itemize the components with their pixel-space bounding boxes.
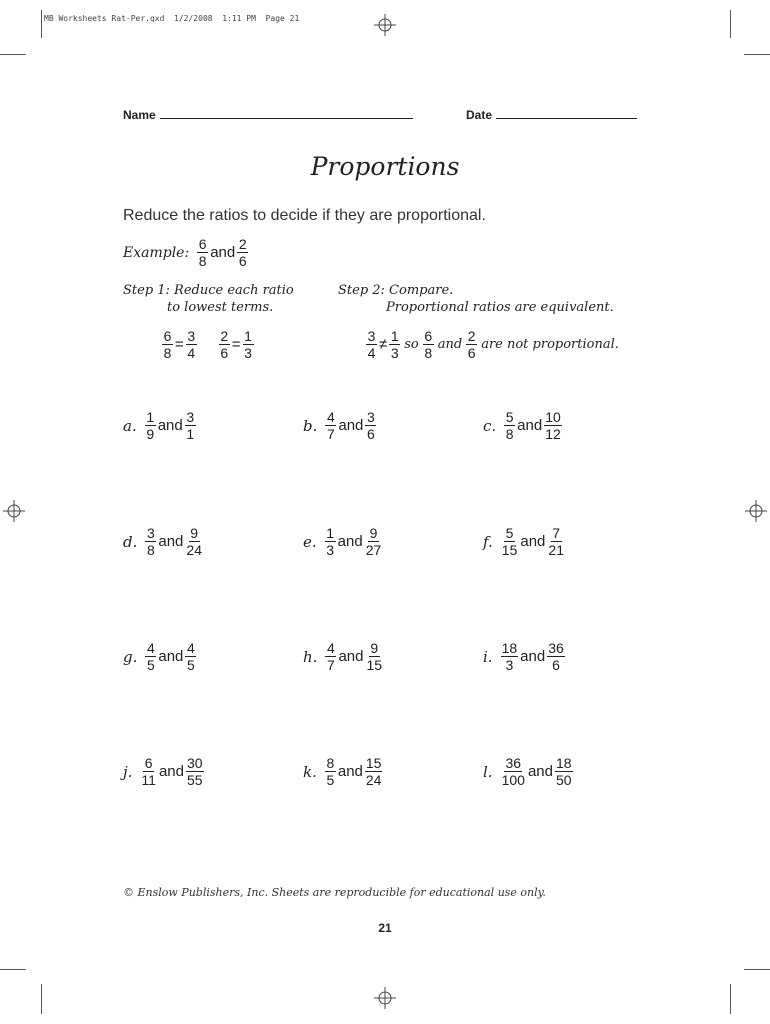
denominator: 1 — [186, 426, 195, 442]
step-1-reduced-2 — [243, 329, 254, 360]
example-label: Example: — [123, 244, 190, 261]
problem-label: f. — [483, 532, 493, 551]
denominator: 7 — [326, 426, 335, 442]
step-1-line-2: to lowest terms. — [167, 300, 274, 315]
numerator: 36 — [548, 640, 564, 656]
problem-label: h. — [303, 647, 318, 666]
denominator: 21 — [548, 542, 564, 558]
numerator: 5 — [505, 409, 514, 425]
denominator: 55 — [187, 772, 203, 788]
numerator: 1 — [244, 328, 252, 344]
problem-ratio-a — [504, 410, 515, 441]
crop-mark — [730, 10, 731, 38]
problem-item — [483, 641, 567, 672]
crop-mark — [744, 969, 770, 970]
problem-item — [123, 410, 198, 441]
problem-ratio-a — [325, 526, 336, 557]
denominator: 6 — [367, 426, 375, 442]
numerator: 18 — [501, 640, 518, 656]
denominator: 3 — [505, 657, 514, 673]
problem-item — [123, 641, 198, 672]
problem-ratio-b — [555, 756, 573, 787]
problem-ratio-a — [145, 641, 156, 672]
denominator: 15 — [366, 657, 383, 673]
problem-label: i. — [483, 647, 493, 666]
step-1-ratio-1 — [162, 329, 173, 360]
denominator: 8 — [146, 542, 155, 558]
numerator: 4 — [326, 409, 335, 425]
numerator: 2 — [467, 328, 476, 344]
example-ratio-1 — [197, 237, 208, 268]
registration-mark-icon — [374, 987, 396, 1009]
problem-ratio-a — [145, 526, 156, 557]
numerator: 3 — [186, 409, 195, 425]
step-2-compare-b — [389, 329, 400, 360]
problem-connector: and — [157, 417, 183, 434]
numerator: 6 — [198, 236, 207, 252]
step-1-work — [160, 329, 256, 360]
problem-label: c. — [483, 416, 497, 435]
numerator: 6 — [163, 328, 172, 344]
numerator: 2 — [220, 328, 229, 344]
page-title: Proportions — [310, 152, 460, 181]
step-1-ratio-2 — [219, 329, 230, 360]
numerator: 15 — [365, 755, 382, 771]
step-2-original-b — [466, 329, 477, 360]
problem-label: l. — [483, 762, 493, 781]
problem-item — [483, 410, 564, 441]
denominator: 24 — [186, 542, 202, 558]
example-ratio-2 — [237, 237, 248, 268]
name-blank[interactable] — [160, 108, 413, 119]
numerator: 3 — [146, 525, 155, 541]
problem-ratio-a — [325, 756, 336, 787]
step-2-original-a — [423, 329, 434, 360]
denominator: 6 — [220, 345, 229, 361]
denominator: 7 — [327, 657, 335, 673]
problem-ratio-a — [325, 410, 336, 441]
step-2-line-1: Step 2: Compare. — [338, 283, 454, 298]
numerator: 4 — [187, 640, 195, 656]
problem-ratio-b — [186, 756, 204, 787]
instructions: Reduce the ratios to decide if they are proportional. — [123, 207, 486, 224]
denominator: 4 — [187, 345, 196, 361]
denominator: 50 — [555, 772, 572, 788]
problem-item — [123, 756, 206, 787]
problem-connector: and — [158, 763, 184, 780]
problem-connector: and — [520, 533, 546, 550]
problem-connector: and — [158, 648, 184, 665]
problem-item — [303, 756, 384, 787]
problem-label: k. — [303, 762, 317, 781]
numerator: 36 — [505, 755, 522, 771]
problem-item — [123, 526, 205, 557]
problem-ratio-b — [547, 526, 565, 557]
conclusion-text: are not proportional. — [481, 337, 619, 352]
problem-connector: and — [517, 417, 543, 434]
problem-ratio-a — [145, 410, 156, 441]
denominator: 3 — [244, 345, 252, 361]
problem-item — [303, 526, 384, 557]
so-word: so — [404, 337, 419, 352]
problem-ratio-a — [501, 756, 526, 787]
step-2-heading — [338, 282, 614, 316]
problem-connector: and — [337, 763, 363, 780]
numerator: 3 — [367, 409, 375, 425]
denominator: 5 — [326, 772, 335, 788]
denominator: 4 — [367, 345, 376, 361]
numerator: 6 — [144, 755, 153, 771]
example-connector: and — [210, 244, 236, 261]
crop-mark — [730, 984, 731, 1014]
problem-connector: and — [338, 648, 364, 665]
problem-ratio-a — [501, 526, 519, 557]
problem-item — [483, 526, 567, 557]
problem-connector: and — [337, 533, 363, 550]
date-label: Date — [466, 108, 493, 122]
numerator: 9 — [190, 525, 199, 541]
problem-item — [303, 410, 378, 441]
step-1-heading — [123, 282, 294, 316]
denominator: 100 — [501, 772, 525, 788]
copyright-note: © Enslow Publishers, Inc. Sheets are reproducible for educational use only. — [123, 886, 546, 899]
crop-mark — [0, 54, 26, 55]
denominator: 12 — [545, 426, 561, 442]
problem-ratio-b — [185, 641, 196, 672]
denominator: 6 — [467, 345, 476, 361]
denominator: 6 — [238, 253, 247, 269]
problem-label: g. — [123, 647, 138, 666]
numerator: 1 — [146, 409, 155, 425]
name-label: Name — [123, 108, 156, 122]
numerator: 2 — [238, 236, 247, 252]
problem-ratio-b — [185, 526, 203, 557]
step-2-line-2: Proportional ratios are equivalent. — [386, 300, 614, 315]
equals-sign: = — [175, 336, 184, 353]
numerator: 3 — [187, 328, 196, 344]
file-slug: MB Worksheets Rat-Per.qxd 1/2/2008 1:11 PM Page 21 — [44, 14, 300, 23]
problem-connector: and — [158, 533, 184, 550]
denominator: 15 — [501, 542, 518, 558]
numerator: 1 — [326, 525, 335, 541]
denominator: 3 — [390, 345, 399, 361]
problem-ratio-b — [365, 756, 383, 787]
problem-connector: and — [527, 763, 553, 780]
example-row — [123, 237, 250, 268]
numerator: 3 — [367, 328, 376, 344]
denominator: 24 — [365, 772, 382, 788]
denominator: 8 — [198, 253, 207, 269]
problem-label: j. — [123, 762, 133, 781]
problem-label: d. — [123, 532, 138, 551]
date-blank[interactable] — [496, 108, 637, 119]
crop-mark — [744, 54, 770, 55]
problem-ratio-b — [185, 410, 196, 441]
numerator: 1 — [390, 328, 399, 344]
denominator: 8 — [163, 345, 172, 361]
denominator: 11 — [141, 772, 156, 788]
problem-connector: and — [338, 417, 364, 434]
problem-ratio-b — [544, 410, 562, 441]
numerator: 6 — [424, 328, 433, 344]
denominator: 5 — [146, 657, 155, 673]
registration-mark-icon — [374, 14, 396, 36]
numerator: 4 — [146, 640, 155, 656]
denominator: 8 — [505, 426, 514, 442]
problem-ratio-b — [365, 526, 383, 557]
problem-label: e. — [303, 532, 317, 551]
problem-ratio-a — [140, 756, 157, 787]
registration-mark-icon — [3, 500, 25, 522]
crop-mark — [0, 969, 26, 970]
problem-ratio-b — [365, 410, 376, 441]
name-row — [123, 108, 413, 122]
denominator: 9 — [146, 426, 155, 442]
numerator: 4 — [327, 640, 335, 656]
problem-item — [303, 641, 385, 672]
numerator: 7 — [552, 525, 561, 541]
problem-ratio-a — [501, 641, 519, 672]
problem-ratio-b — [547, 641, 565, 672]
numerator: 18 — [555, 755, 572, 771]
crop-mark — [41, 10, 42, 38]
denominator: 3 — [326, 542, 335, 558]
step-1-line-1: Step 1: Reduce each ratio — [123, 283, 294, 298]
denominator: 5 — [187, 657, 195, 673]
step-1-reduced-1 — [186, 329, 197, 360]
problem-item — [483, 756, 575, 787]
numerator: 10 — [545, 409, 561, 425]
step-2-work — [364, 329, 619, 360]
numerator: 9 — [369, 525, 378, 541]
problem-connector: and — [520, 648, 546, 665]
crop-mark — [41, 984, 42, 1014]
and-word: and — [437, 337, 463, 352]
problem-label: a. — [123, 416, 137, 435]
equals-sign: = — [231, 336, 241, 353]
not-equal-sign: ≠ — [379, 336, 388, 353]
denominator: 8 — [424, 345, 433, 361]
step-2-compare-a — [366, 329, 377, 360]
numerator: 8 — [326, 755, 335, 771]
date-row — [466, 108, 637, 122]
denominator: 6 — [552, 657, 560, 673]
numerator: 30 — [187, 755, 203, 771]
registration-mark-icon — [745, 500, 767, 522]
numerator: 5 — [505, 525, 514, 541]
denominator: 27 — [365, 542, 382, 558]
problem-ratio-a — [325, 641, 336, 672]
problem-ratio-b — [365, 641, 383, 672]
page-number: 21 — [378, 921, 392, 935]
numerator: 9 — [370, 640, 379, 656]
problem-label: b. — [303, 416, 318, 435]
